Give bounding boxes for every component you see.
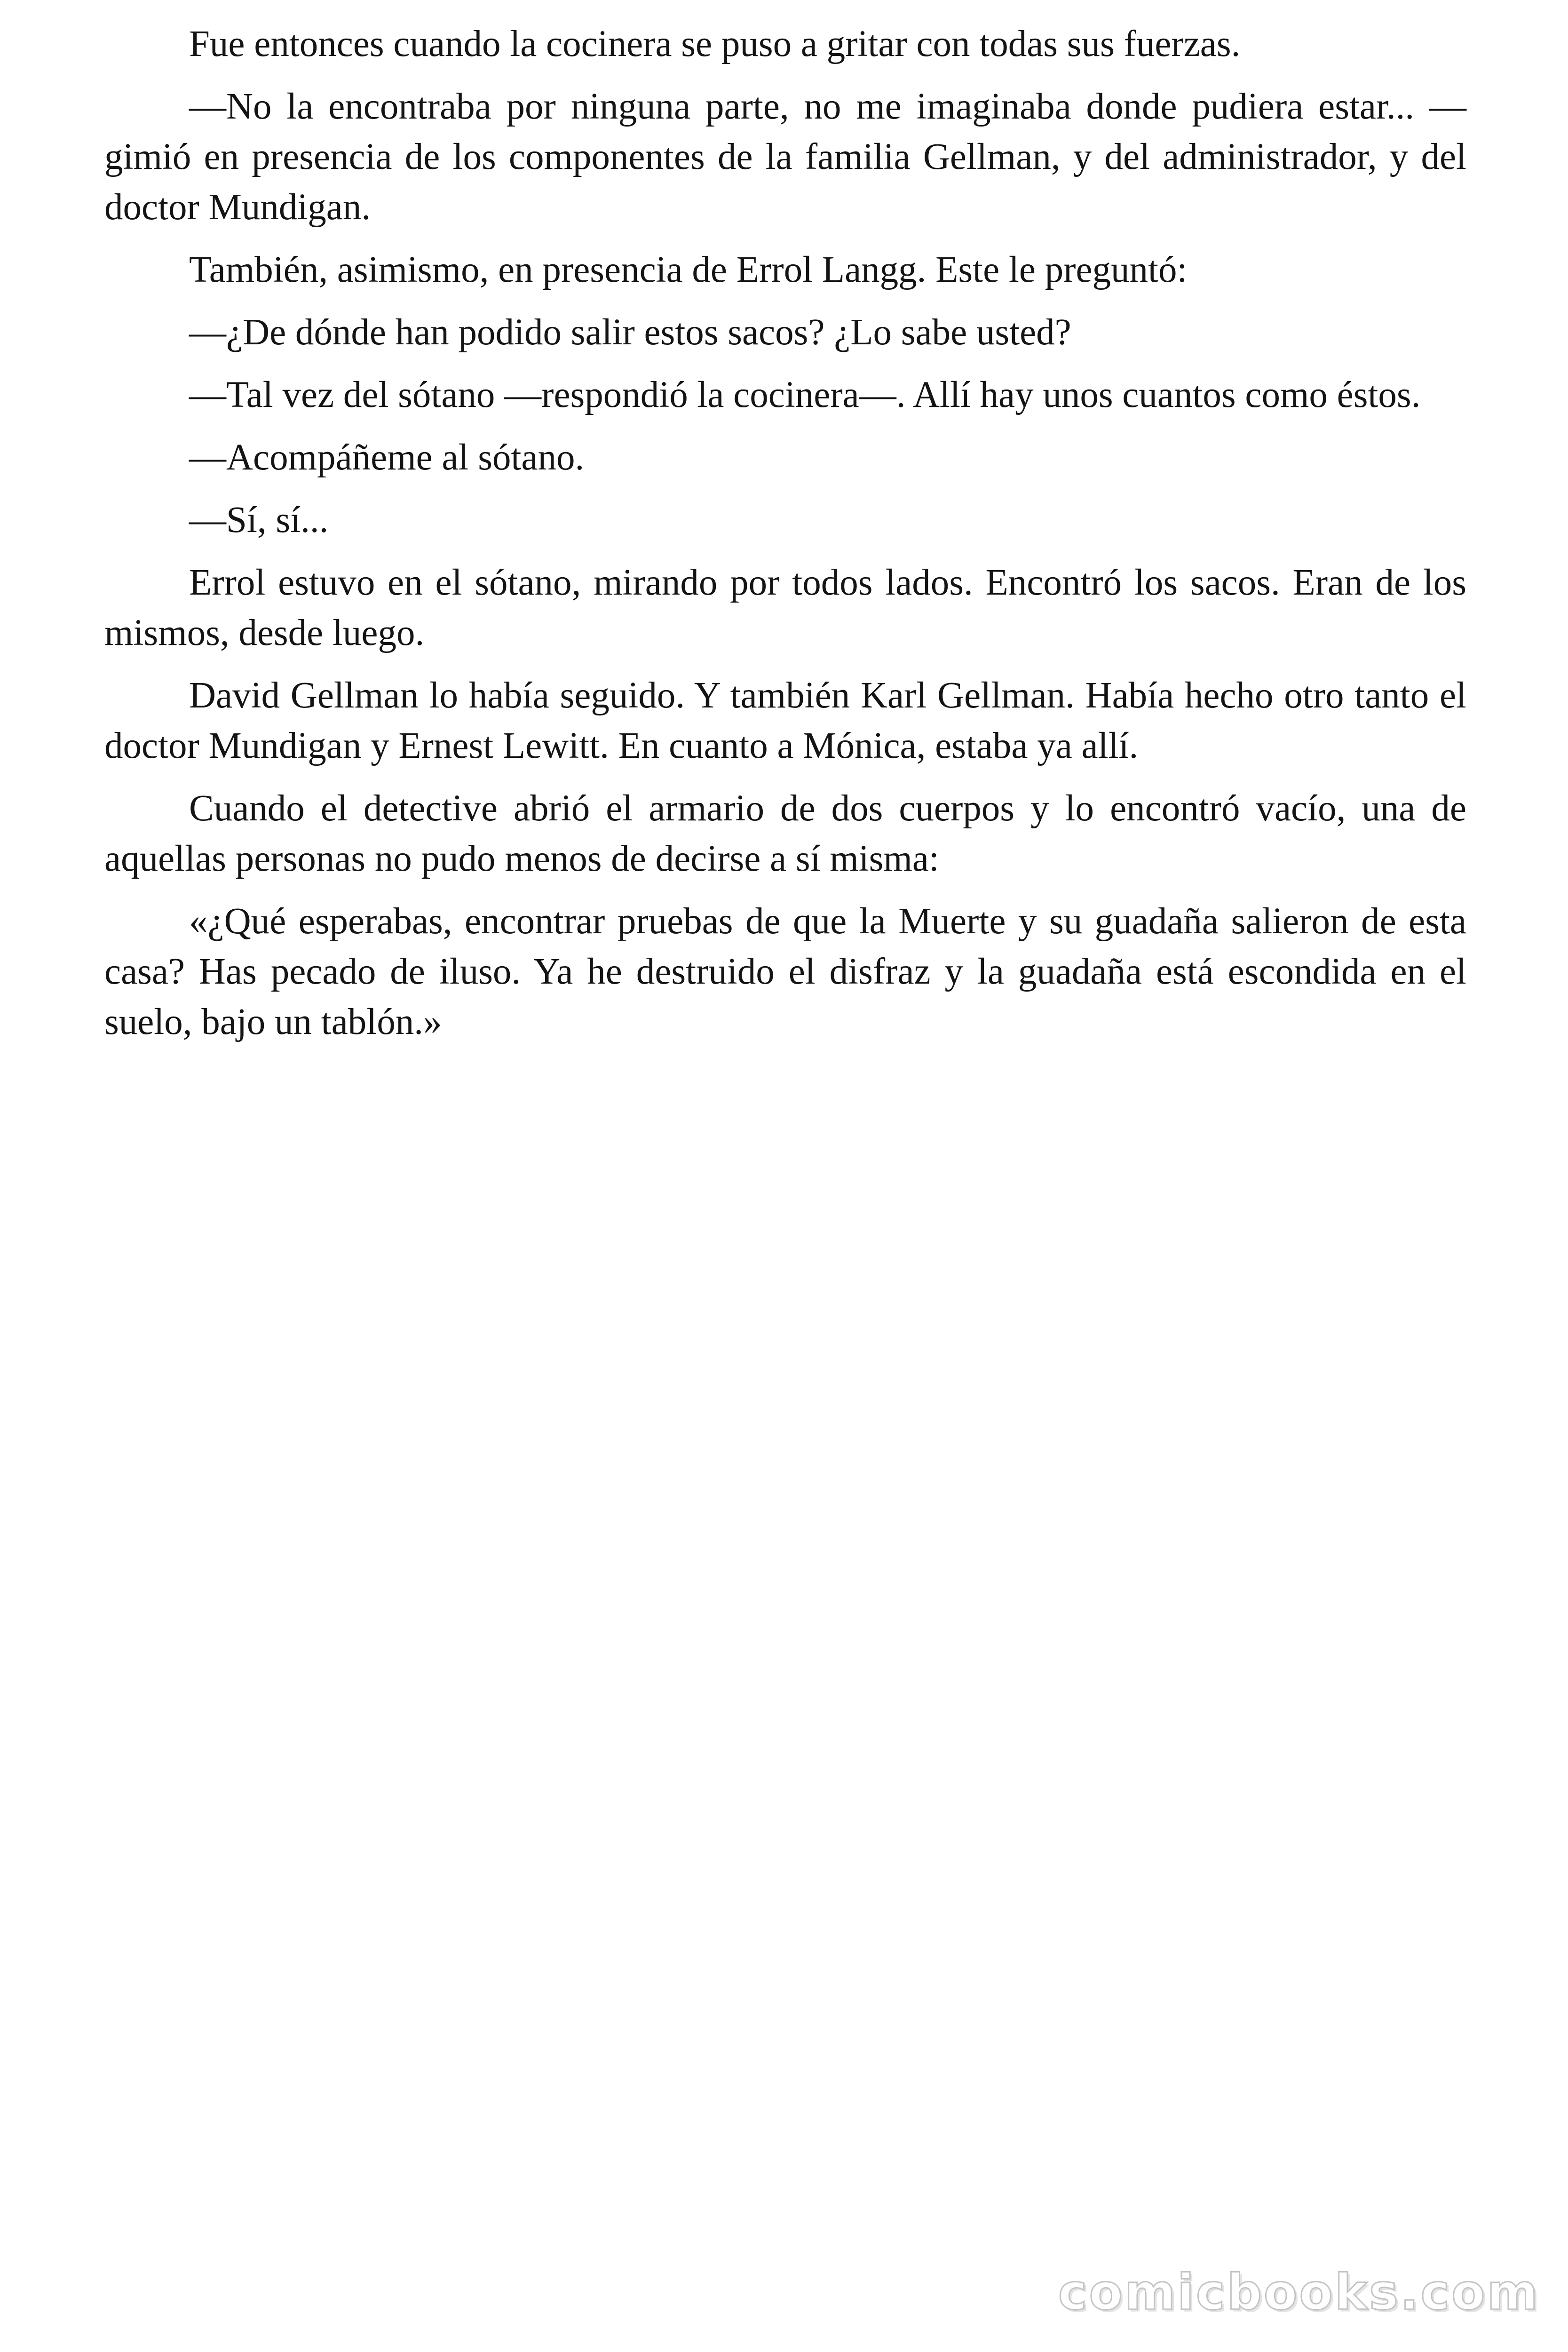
paragraph-6: —Acompáñeme al sótano. <box>189 437 585 478</box>
paragraph-8: Errol estuvo en el sótano, mirando por todos lados. Encontró los sacos. Eran de los mismos, desde luego. <box>104 562 1466 653</box>
paragraph-11: «¿Qué esperabas, encontrar pruebas de que la Muerte y su guadaña salieron de esta casa? Has pecado de iluso. Ya he destruido el disfraz y la guadaña está escondida en el suelo, bajo un tablón.» <box>104 901 1466 1042</box>
paragraph-10: Cuando el detective abrió el armario de dos cuerpos y lo encontró vacío, una de aquellas personas no pudo menos de decirse a sí misma: <box>104 788 1466 879</box>
paragraph-3: También, asimismo, en presencia de Errol Langg. Este le preguntó: <box>189 249 1188 290</box>
paragraph-2: —No la encontraba por ninguna parte, no me imaginaba donde pudiera estar... —gimió en presencia de los componentes de la familia Gellman, y del administrador, y del doctor Mundigan. <box>104 86 1466 228</box>
paragraph-1: Fue entonces cuando la cocinera se puso a gritar con todas sus fuerzas. <box>189 24 1241 64</box>
paragraph-9: David Gellman lo había seguido. Y también Karl Gellman. Había hecho otro tanto el doctor Mundigan y Ernest Lewitt. En cuanto a Mónica, estaba ya allí. <box>104 675 1466 766</box>
watermark: comicbooks.com <box>1058 2264 1540 2321</box>
paragraph-7: —Sí, sí... <box>189 500 329 540</box>
paragraph-5: —Tal vez del sótano —respondió la cocinera—. Allí hay unos cuantos como éstos. <box>189 374 1421 415</box>
page-body <box>104 19 1466 1059</box>
paragraph-4: —¿De dónde han podido salir estos sacos? ¿Lo sabe usted? <box>189 312 1071 353</box>
